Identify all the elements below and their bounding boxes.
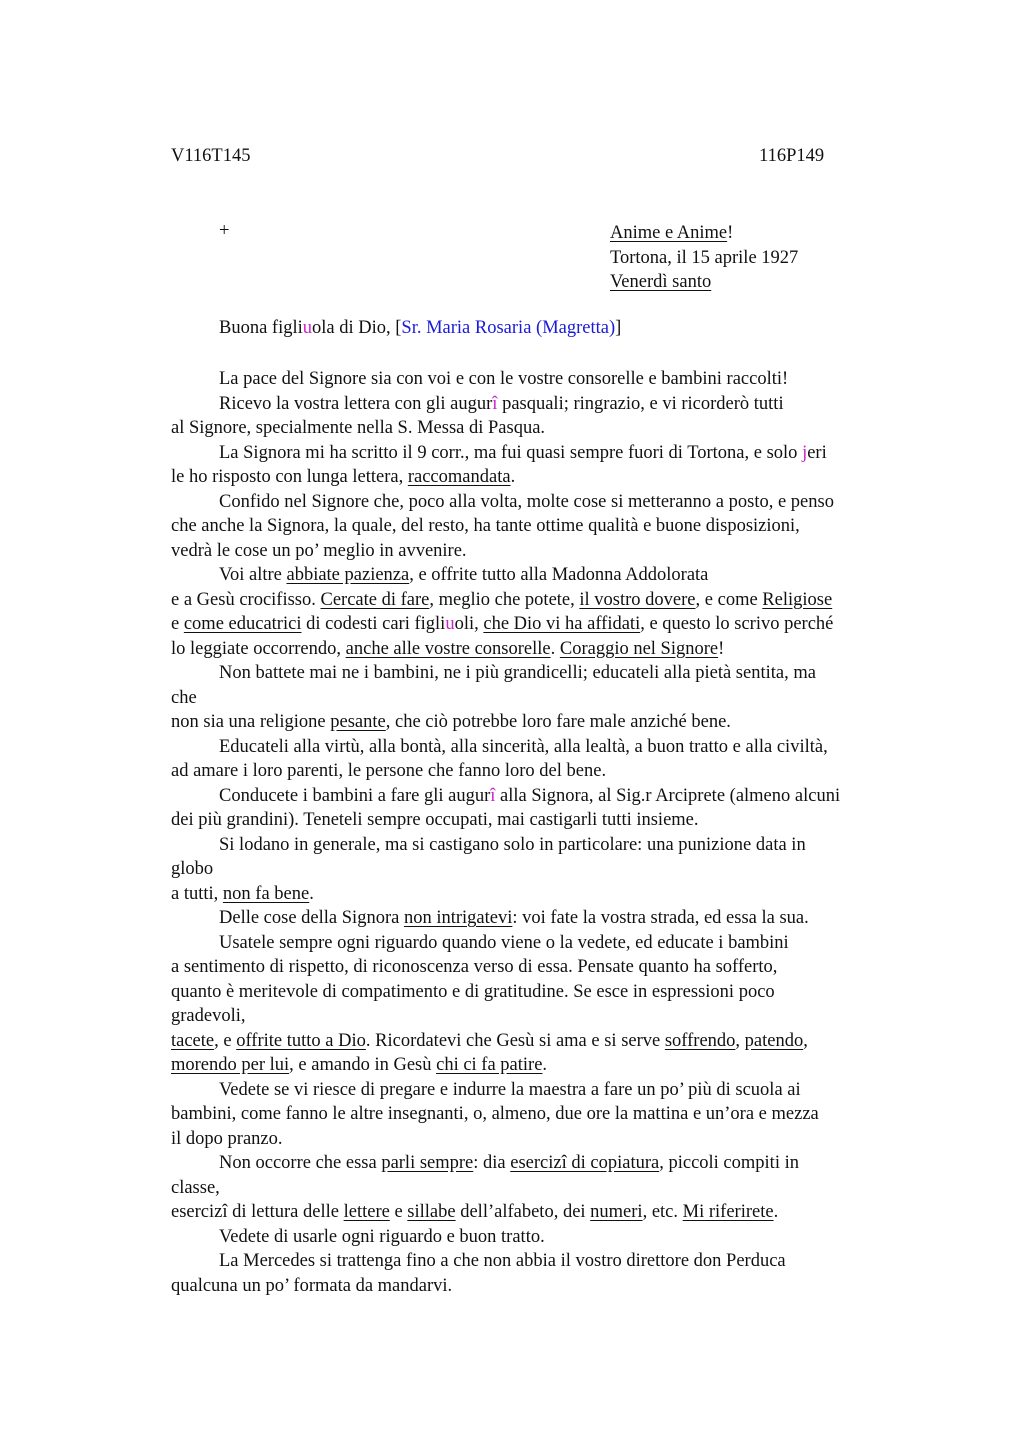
text-segment: al Signore, specialmente nella S. Messa di Pasqua. (171, 418, 546, 438)
place-date-line: Tortona, il 15 aprile 1927 (610, 247, 799, 268)
text-segment: ! (718, 638, 725, 659)
letter-body (171, 367, 911, 1298)
text-segment: e (171, 614, 184, 634)
underlined-text: non fa bene (222, 883, 310, 904)
highlight-char: j (802, 442, 808, 463)
text-line (171, 857, 911, 882)
text-line (171, 710, 911, 735)
day-line: Venerdì santo (610, 272, 712, 292)
text-segment: , meglio che potete, (429, 589, 580, 610)
text-segment: , (735, 1030, 745, 1051)
text-line (171, 955, 911, 980)
text-segment: lo leggiate occorrendo, (171, 638, 346, 659)
text-line (171, 539, 911, 564)
text-segment: La Mercedes si trattenga fino a che non abbia il vostro direttore don Perduca (219, 1251, 786, 1271)
text-segment: che anche la Signora, la quale, del resto, ha tante ottime qualità e buone disposizioni, (171, 516, 800, 536)
text-segment: , e amando in Gesù (289, 1055, 437, 1075)
text-segment: Vedete se vi riesce di pregare e indurre la maestra a fare un po’ più di scuola ai (219, 1079, 801, 1100)
underlined-text: offrite tutto a Dio (236, 1030, 366, 1051)
text-line (171, 1102, 911, 1127)
recipient-name: Sr. Maria Rosaria (Magretta) (401, 318, 616, 338)
text-segment: dei più grandini). Teneteli sempre occupati, mai castigarli tutti insieme. (171, 810, 699, 830)
text-segment: . Ricordatevi che Gesù si ama e si serve (365, 1030, 665, 1051)
text-line (171, 1127, 911, 1152)
text-line (171, 1078, 911, 1103)
text-segment: gradevoli, (171, 1006, 246, 1026)
text-line (171, 1053, 911, 1078)
text-segment: . (510, 467, 516, 487)
text-segment: il dopo pranzo. (171, 1128, 283, 1149)
text-segment: : dia (473, 1153, 511, 1173)
text-segment: di lettura delle (227, 1202, 344, 1222)
text-segment: , e offrite tutto alla Madonna Addolorata (409, 565, 709, 585)
text-segment: Delle cose della Signora (219, 908, 404, 928)
underlined-text: patendo (744, 1030, 804, 1051)
text-line (171, 637, 911, 662)
text-line (171, 563, 911, 588)
text-line (171, 392, 911, 417)
text-line (171, 784, 911, 809)
text-segment: esercizi (171, 1202, 228, 1222)
anime-title: Anime e Anime (610, 223, 728, 243)
text-segment: Usatele sempre ogni riguardo quando viene o la vedete, ed educate i bambini (219, 932, 789, 953)
underlined-text: raccomandata (407, 467, 511, 487)
text-segment: vedrà le cose un po’ meglio in avvenire. (171, 540, 467, 561)
underlined-text: tacete (171, 1030, 215, 1051)
text-segment: , etc. (642, 1202, 683, 1222)
underlined-text: sillabe (407, 1202, 456, 1222)
text-segment: dell’alfabeto, dei (455, 1202, 591, 1222)
underlined-text: chi ci fa patire (436, 1055, 543, 1075)
text-segment: Conducete i bambini a fare gli augur (219, 785, 491, 806)
text-segment: Confido nel Signore che, poco alla volta, molte cose si metteranno a posto, e penso (219, 491, 834, 512)
text-line (171, 1249, 911, 1274)
text-segment: a sentimento di rispetto, di riconoscenza verso di essa. Pensate quanto ha sofferto, (171, 957, 778, 977)
underlined-text: non intrigatevi (403, 908, 513, 928)
text-line (171, 465, 911, 490)
text-segment: globo (171, 859, 214, 879)
text-line (171, 514, 911, 539)
text-line (171, 612, 911, 637)
underlined-text: soffrendo (664, 1030, 736, 1051)
place-date-block (610, 221, 798, 295)
text-line (171, 441, 911, 466)
underlined-text: anche alle vostre consorelle (345, 638, 551, 659)
text-segment: . (542, 1055, 548, 1075)
text-line (171, 980, 911, 1005)
text-line (171, 1225, 911, 1250)
underlined-text: Religiose (762, 589, 833, 610)
text-line (171, 931, 911, 956)
text-line (171, 367, 911, 392)
text-segment: di codesti cari figli (301, 614, 446, 634)
text-segment: non sia una religione (171, 712, 331, 732)
text-line (171, 735, 911, 760)
text-line (171, 1151, 911, 1176)
text-segment: , (803, 1030, 808, 1051)
text-segment: , che ciò potrebbe loro fare male anziché bene. (385, 712, 731, 732)
underlined-text: morendo per lui (171, 1055, 290, 1075)
text-line (171, 1274, 911, 1299)
cross-mark: + (219, 221, 230, 241)
text-line (171, 1176, 911, 1201)
underlined-text: lettere (343, 1202, 390, 1222)
text-segment: che (171, 687, 197, 708)
greeting: Buona figliuola di Dio, [Sr. Maria Rosaria (Magretta)] (219, 318, 622, 338)
text-line (171, 416, 911, 441)
text-segment: bambini, come fanno le altre insegnanti, o, almeno, due ore la mattina e un’ora e mezza (171, 1104, 819, 1124)
underlined-text: parli sempre (381, 1153, 474, 1173)
underlined-text: Cercate di fare (320, 589, 430, 610)
text-segment: ad amare i loro parenti, le persone che fanno loro del bene. (171, 761, 607, 781)
underlined-text: che Dio vi ha affidati (483, 614, 641, 634)
text-line (171, 1029, 911, 1054)
text-segment: oli, (454, 614, 484, 634)
text-segment: Ricevo la vostra lettera con gli augur (219, 393, 493, 414)
highlight-char: u (445, 614, 455, 634)
text-line (171, 882, 911, 907)
text-line (171, 808, 911, 833)
text-segment: , piccoli compiti in (659, 1153, 799, 1173)
highlight-char: î (492, 393, 498, 414)
text-line (171, 686, 911, 711)
text-segment: , e questo lo scrivo perché (640, 614, 834, 634)
text-segment: le ho risposto con lunga lettera, (171, 467, 408, 487)
underlined-text: numeri (590, 1202, 643, 1222)
text-line (171, 1200, 911, 1225)
text-segment: Si lodano in generale, ma si castigano solo in particolare: una punizione data in (219, 834, 806, 855)
highlight-char: î (490, 785, 496, 806)
text-segment: Non battete mai ne i bambini, ne i più grandicelli; educateli alla pietà sentita, ma (219, 663, 816, 683)
text-segment: Vedete di usarle ogni riguardo e buon tratto. (219, 1226, 545, 1247)
text-segment: La pace del Signore sia con voi e con le vostre consorelle e bambini raccolti! (219, 369, 789, 389)
underlined-text: Mi riferirete (682, 1202, 774, 1222)
text-segment: classe, (171, 1177, 220, 1198)
text-line (171, 833, 911, 858)
text-segment: . (773, 1202, 779, 1222)
text-segment: : voi fate la vostra strada, ed essa la sua. (512, 908, 809, 928)
text-segment: . (550, 638, 560, 659)
text-segment: Non occorre che essa (219, 1153, 382, 1173)
text-segment: . (309, 883, 314, 904)
text-segment: pasquali; ringrazio, e vi ricorderò tutti (497, 393, 784, 414)
text-line (171, 490, 911, 515)
text-segment: alla Signora, al Sig.r Arciprete (almeno alcuni (495, 785, 841, 806)
text-segment: e a Gesù crocifisso. (171, 589, 321, 610)
text-segment: La Signora mi ha scritto il 9 corr., ma fui quasi sempre fuori di Tortona, e solo (219, 442, 803, 463)
text-segment: Educateli alla virtù, alla bontà, alla sincerità, alla lealtà, a buon tratto e alla civiltà, (219, 736, 828, 757)
underlined-text: esercizî di copiatura (510, 1153, 660, 1173)
text-line (171, 906, 911, 931)
text-segment: quanto è meritevole di compatimento e di gratitudine. Se esce in espressioni poco (171, 981, 775, 1002)
underlined-text: come educatrici (183, 614, 302, 634)
text-segment: Voi altre (219, 565, 287, 585)
place-line-1: Anime e Anime! (610, 223, 734, 243)
text-line (171, 759, 911, 784)
text-line (171, 1004, 911, 1029)
underlined-text: Coraggio nel Signore (559, 638, 719, 659)
text-segment: , e come (695, 589, 763, 610)
header-right-code: 116P149 (759, 146, 825, 166)
text-segment: , e (214, 1030, 237, 1051)
text-segment: eri (807, 442, 827, 463)
text-segment: qualcuna un po’ formata da mandarvi. (171, 1275, 453, 1296)
underlined-text: abbiate pazienza (286, 565, 410, 585)
text-segment: a tutti, (171, 883, 223, 904)
text-line (171, 588, 911, 613)
header-left-code: V116T145 (171, 146, 251, 166)
underlined-text: il vostro dovere (579, 589, 696, 610)
underlined-text: pesante (330, 712, 386, 732)
text-segment: e (389, 1202, 408, 1222)
text-line (171, 661, 911, 686)
